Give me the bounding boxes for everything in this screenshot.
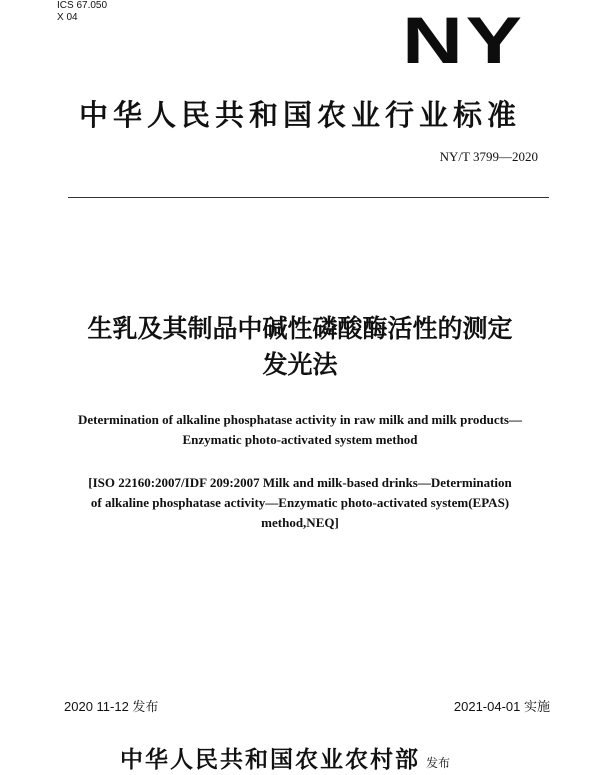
issuer-name: 中华人民共和国农业农村部 xyxy=(120,747,420,773)
adopted-standard-line: [ISO 22160:2007/IDF 209:2007 Milk and milk-based drinks—Determination xyxy=(88,475,512,490)
adopted-standard-line: method,NEQ] xyxy=(261,515,339,530)
ny-logo: NY xyxy=(402,3,525,77)
issuer-action: 发布 xyxy=(426,756,451,770)
header-divider xyxy=(68,197,549,198)
adopted-standard-line: of alkaline phosphatase activity—Enzymatic photo-activated system(EPAS) xyxy=(90,495,510,510)
title-chinese xyxy=(0,311,600,383)
ics-code: ICS 67.050 xyxy=(57,0,108,11)
category-code: X 04 xyxy=(57,12,78,23)
standard-number: NY/T 3799—2020 xyxy=(439,149,538,164)
implementation-date: 2021-04-01 实施 xyxy=(453,699,550,714)
standard-category: 中华人民共和国农业行业标准 xyxy=(78,98,521,132)
adopted-standard-reference xyxy=(0,473,600,533)
issuer xyxy=(120,745,450,775)
title-english xyxy=(0,410,600,450)
title-chinese-line: 发光法 xyxy=(262,350,338,379)
title-chinese-line: 生乳及其制品中碱性磷酸酶活性的测定 xyxy=(87,314,513,343)
issue-date: 2020 11-12 发布 xyxy=(64,699,159,714)
title-english-line: Determination of alkaline phosphatase activity in raw milk and milk products— xyxy=(78,412,522,427)
title-english-line: Enzymatic photo-activated system method xyxy=(182,432,418,447)
